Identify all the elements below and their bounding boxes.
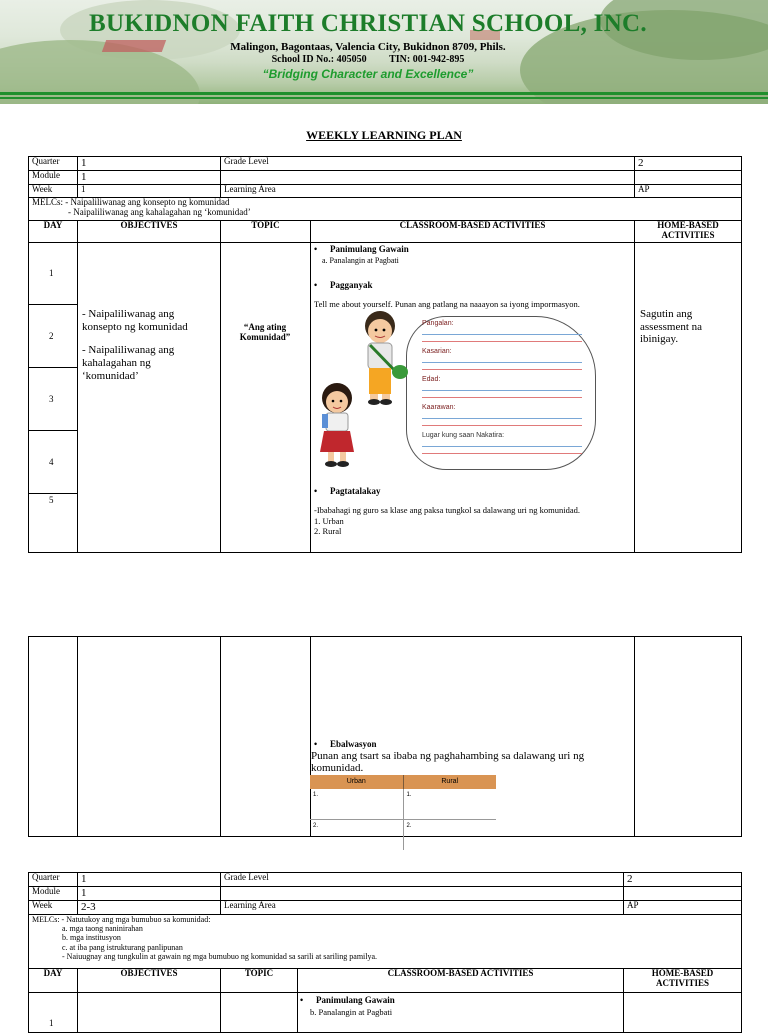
- topic-line: Komunidad”: [239, 332, 291, 342]
- urban-header: Urban: [310, 775, 404, 789]
- header-line: ACTIVITIES: [656, 977, 710, 988]
- objective-line: - Naipaliliwanag ang: [82, 344, 175, 357]
- home-line: ibinigay.: [640, 333, 679, 346]
- learning-area-label: Learning Area: [221, 901, 624, 915]
- week-value: 2-3: [78, 901, 221, 915]
- chart-row: [310, 789, 496, 820]
- bubble-field: Kaarawan:: [422, 404, 456, 411]
- urban-rural-chart: [310, 775, 496, 850]
- quarter-label: Quarter: [29, 873, 78, 887]
- objective-line: kahalagahan ng: [82, 356, 151, 369]
- school-tin: TIN: 001-942-895: [389, 54, 465, 65]
- activity-pagganyak: [314, 280, 373, 290]
- activity-text: -Ibabahagi ng guro sa klase ang paksa tungkol sa dalawang uri ng komunidad.: [314, 505, 581, 515]
- day-number: 1: [49, 268, 54, 278]
- day-number: 5: [49, 495, 54, 505]
- form-line: [422, 341, 582, 342]
- school-header-banner: [0, 0, 768, 104]
- bullet-icon: [314, 280, 330, 290]
- activity-heading: Panimulang Gawain: [316, 995, 395, 1005]
- activity-subitem: b. Panalangin at Pagbati: [310, 1007, 393, 1017]
- form-line: [422, 334, 582, 335]
- module-value: 1: [78, 887, 221, 901]
- objectives-header: OBJECTIVES: [78, 221, 221, 243]
- header-divider: [0, 97, 768, 99]
- form-line: [422, 453, 582, 454]
- grade-level-label: Grade Level: [221, 157, 635, 171]
- form-line: [422, 418, 582, 419]
- activity-heading: Ebalwasyon: [330, 739, 377, 749]
- day-header: DAY: [29, 221, 78, 243]
- evaluation-instructions: [311, 751, 631, 774]
- form-line: [422, 369, 582, 370]
- melcs-line: - Naipaliliwanag ang kahalagahan ng ‘komunidad’: [68, 206, 251, 217]
- school-motto: “Bridging Character and Excellence”: [262, 67, 474, 81]
- quarter-value: 1: [78, 873, 221, 887]
- topic-header: TOPIC: [221, 969, 298, 993]
- day-number: 2: [49, 331, 54, 341]
- objective-line: ‘komunidad’: [82, 369, 139, 382]
- learning-area-value: AP: [635, 185, 742, 198]
- school-id: School ID No.: 405050: [271, 54, 367, 65]
- melcs-line: b. mga institusyon: [62, 933, 121, 943]
- day-number: 3: [49, 394, 54, 404]
- header-line: HOME-BASED: [651, 968, 714, 978]
- grade-level-value: 2: [635, 157, 742, 171]
- objectives-cell: [78, 637, 221, 837]
- topic-cell: [221, 243, 311, 553]
- chart-header: [310, 775, 496, 789]
- objectives-cell: [78, 993, 221, 1033]
- evaluation-line: Punan ang tsart sa ibaba ng paghahambing sa dalawang uri ng: [311, 750, 585, 762]
- chart-cell: 2.: [406, 823, 412, 829]
- document-title: WEEKLY LEARNING PLAN: [306, 128, 462, 142]
- activity-text-block: [314, 505, 580, 537]
- melcs-cell: [29, 198, 742, 221]
- activity-pagtatalakay: [314, 486, 381, 496]
- melcs-line: MELCs: - Naipaliliwanag ang konsepto ng komunidad: [32, 197, 230, 207]
- bubble-field: Kasarian:: [422, 348, 452, 355]
- school-ids: [0, 54, 736, 65]
- rural-header: Rural: [441, 778, 459, 785]
- classroom-activities-header: CLASSROOM-BASED ACTIVITIES: [298, 969, 624, 993]
- melcs-line: - Naiuugnay ang tungkulin at gawain ng mga bumubuo ng komunidad sa sarili at sariling pamilya.: [62, 951, 378, 961]
- day-header: DAY: [29, 969, 78, 993]
- home-activities-cell: [635, 637, 742, 837]
- learning-area-value: AP: [624, 901, 742, 915]
- day-column: [29, 637, 78, 837]
- activity-text: Tell me about yourself. Punan ang patlang na naaayon sa iyong impormasyon.: [314, 299, 580, 309]
- topic-cell: [221, 637, 311, 837]
- chart-cell: 1.: [310, 789, 404, 819]
- classroom-activities-header: CLASSROOM-BASED ACTIVITIES: [311, 221, 635, 243]
- evaluation-line: komunidad.: [311, 761, 364, 774]
- bullet-icon: [314, 244, 330, 254]
- melcs-line: c. at iba pang istrukturang panlipunan: [62, 942, 183, 952]
- form-line: [422, 390, 582, 391]
- grade-level-value: 2: [624, 873, 742, 887]
- chart-row: [310, 820, 496, 850]
- week-label: Week: [29, 901, 78, 915]
- topic-text: [222, 322, 308, 342]
- home-activities-cell: [624, 993, 742, 1033]
- activity-ebalwasyon: [314, 739, 377, 749]
- home-line: assessment na: [640, 320, 703, 333]
- objectives-header: OBJECTIVES: [78, 969, 221, 993]
- day-divider: [29, 367, 77, 368]
- topic-cell: [221, 993, 298, 1033]
- day-number: 4: [49, 457, 54, 467]
- bullet-icon: [314, 486, 330, 496]
- form-line: [422, 446, 582, 447]
- bubble-field: Edad:: [422, 376, 441, 383]
- home-activities-header: [624, 969, 742, 993]
- activity-panimula-2: [300, 995, 395, 1005]
- bubble-field: Pangalan:: [422, 320, 454, 327]
- melcs-line: MELCs: - Natutukoy ang mga bumubuo sa komunidad:: [32, 915, 211, 924]
- day-divider: [29, 493, 77, 494]
- day-divider: [29, 430, 77, 431]
- activity-heading: Panimulang Gawain: [330, 244, 409, 254]
- children-illustration: [312, 306, 412, 472]
- activity-text: 2. Rural: [314, 526, 342, 537]
- activity-subitem: a. Panalangin at Pagbati: [322, 256, 399, 265]
- bullet-icon: [314, 739, 330, 749]
- quarter-value: 1: [78, 157, 221, 171]
- melcs-cell: [29, 915, 742, 969]
- home-activities-header: [635, 221, 742, 243]
- grade-level-label: Grade Level: [221, 873, 624, 887]
- header-line: ACTIVITIES: [661, 229, 715, 240]
- form-line: [422, 397, 582, 398]
- objective-line: konsepto ng komunidad: [82, 320, 188, 333]
- header-divider: [0, 92, 768, 95]
- empty-cell: [221, 887, 624, 901]
- activity-heading: Pagganyak: [330, 280, 373, 290]
- objectives-text: [82, 308, 217, 382]
- module-value: 1: [78, 171, 221, 185]
- home-activities-cell: [635, 243, 742, 553]
- form-line: [422, 362, 582, 363]
- objective-line: - Naipaliliwanag ang: [82, 308, 175, 320]
- topic-header: TOPIC: [221, 221, 311, 243]
- activity-heading: Pagtatalakay: [330, 486, 381, 496]
- form-line: [422, 425, 582, 426]
- school-name: BUKIDNON FAITH CHRISTIAN SCHOOL, INC.: [89, 10, 647, 37]
- melcs-line: a. mga taong naninirahan: [62, 924, 143, 934]
- module-label: Module: [29, 171, 78, 185]
- day-number: 1: [49, 1018, 54, 1028]
- bullet-icon: [300, 995, 316, 1005]
- week-value: 1: [78, 185, 221, 198]
- day-divider: [29, 304, 77, 305]
- learning-area-label: Learning Area: [221, 185, 635, 198]
- activity-panimula: [314, 244, 409, 254]
- objectives-cell: [78, 243, 221, 553]
- bubble-field: Lugar kung saan Nakatira:: [422, 432, 505, 439]
- home-line: Sagutin ang: [640, 308, 693, 320]
- empty-cell: [221, 171, 635, 185]
- header-line: HOME-BASED: [657, 220, 719, 230]
- activity-text: 1. Urban: [314, 515, 344, 526]
- chart-cell: 2.: [310, 820, 404, 850]
- spacer: [82, 333, 217, 344]
- home-activities-text: [640, 308, 702, 346]
- quarter-label: Quarter: [29, 157, 78, 171]
- week-label: Week: [29, 185, 78, 198]
- chart-cell: 1.: [406, 792, 412, 798]
- empty-cell: [624, 887, 742, 901]
- school-address: Malingon, Bagontaas, Valencia City, Bukidnon 8709, Phils.: [230, 41, 506, 53]
- empty-cell: [635, 171, 742, 185]
- topic-line: “Ang ating: [243, 322, 287, 332]
- module-label: Module: [29, 887, 78, 901]
